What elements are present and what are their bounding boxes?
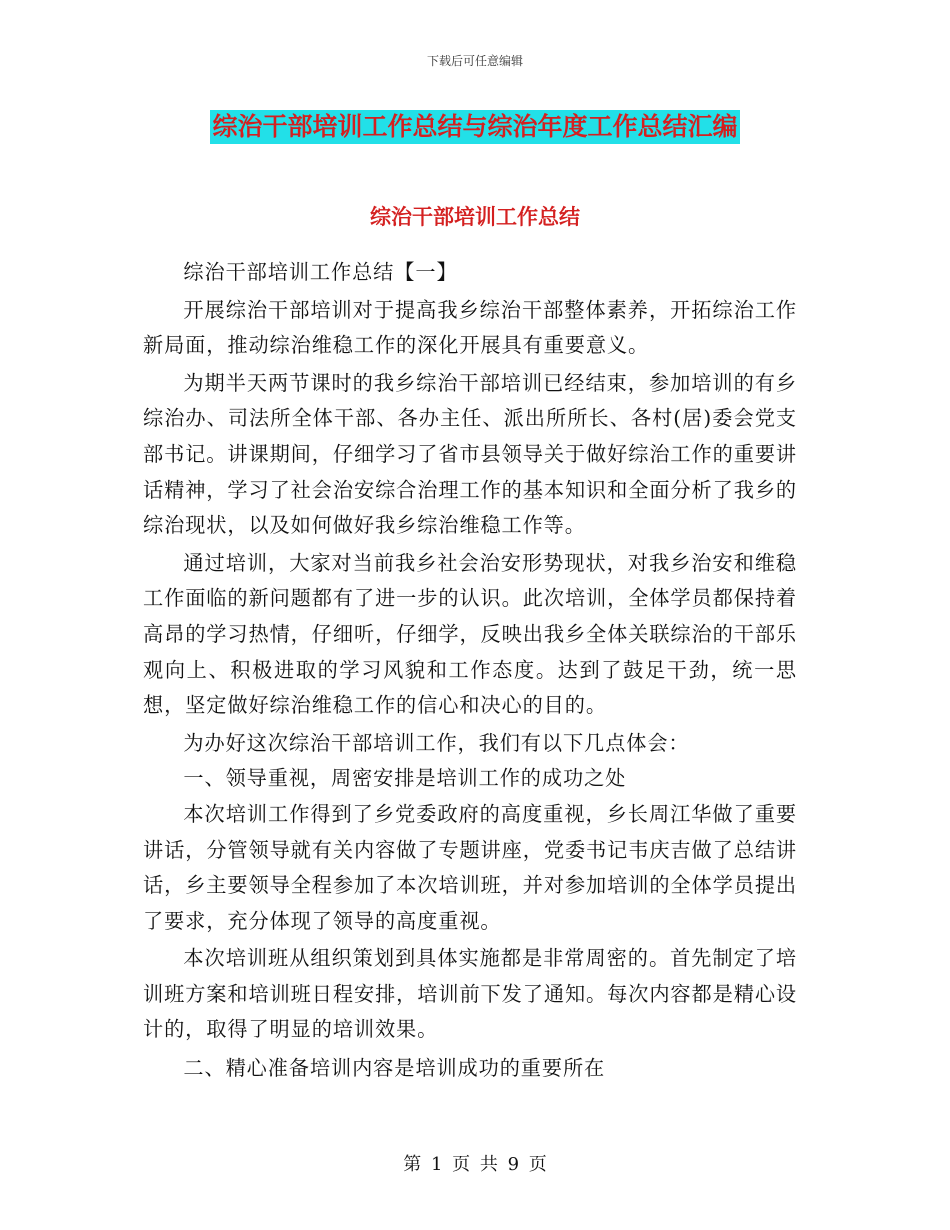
paragraph: 本次培训工作得到了乡党委政府的高度重视，乡长周江华做了重要讲话，分管领导就有关内容做了专题讲座，党委书记韦庆吉做了总结讲话，乡主要领导全程参加了本次培训班，并对参加培训的全体学员提出了要求，充分体现了领导的高度重视。 xyxy=(143,801,797,933)
paragraph: 为期半天两节课时的我乡综治干部培训已经结束，参加培训的有乡综治办、司法所全体干部、各办主任、派出所所长、各村(居)委会党支部书记。讲课期间，仔细学习了省市县领导关于做好综治工作的重要讲话精神，学习了社会治安综合治理工作的基本知识和全面分析了我乡的综治现状，以及如何做好我乡综治维稳工作等。 xyxy=(143,370,797,538)
document-title xyxy=(0,110,950,144)
header-note: 下载后可任意编辑 xyxy=(426,54,523,68)
page-number: 第 1 页 共 9 页 xyxy=(403,1154,547,1175)
paragraph: 综治干部培训工作总结【一】 xyxy=(183,260,458,284)
paragraph: 二、精心准备培训内容是培训成功的重要所在 xyxy=(183,1056,606,1081)
document-title-text: 综治干部培训工作总结与综治年度工作总结汇编 xyxy=(210,110,739,144)
paragraph: 一、领导重视，周密安排是培训工作的成功之处 xyxy=(183,766,627,791)
body-text xyxy=(143,220,797,1087)
paragraph: 为办好这次综治干部培训工作，我们有以下几点体会： xyxy=(183,730,690,755)
paragraph: 开展综治干部培训对于提高我乡综治干部整体素养，开拓综治工作新局面，推动综治维稳工作的深化开展具有重要意义。 xyxy=(143,297,797,358)
paragraph: 本次培训班从组织策划到具体实施都是非常周密的。首先制定了培训班方案和培训班日程安排，培训前下发了通知。每次内容都是精心设计的，取得了明显的培训效果。 xyxy=(143,946,797,1042)
section-title: 综治干部培训工作总结 xyxy=(370,205,580,229)
paragraph: 通过培训，大家对当前我乡社会治安形势现状，对我乡治安和维稳工作面临的新问题都有了进一步的认识。此次培训，全体学员都保持着高昂的学习热情，仔细听，仔细学，反映出我乡全体关联综治的干部乐观向上、积极进取的学习风貌和工作态度。达到了鼓足干劲，统一思想，坚定做好综治维稳工作的信心和决心的目的。 xyxy=(143,550,797,718)
